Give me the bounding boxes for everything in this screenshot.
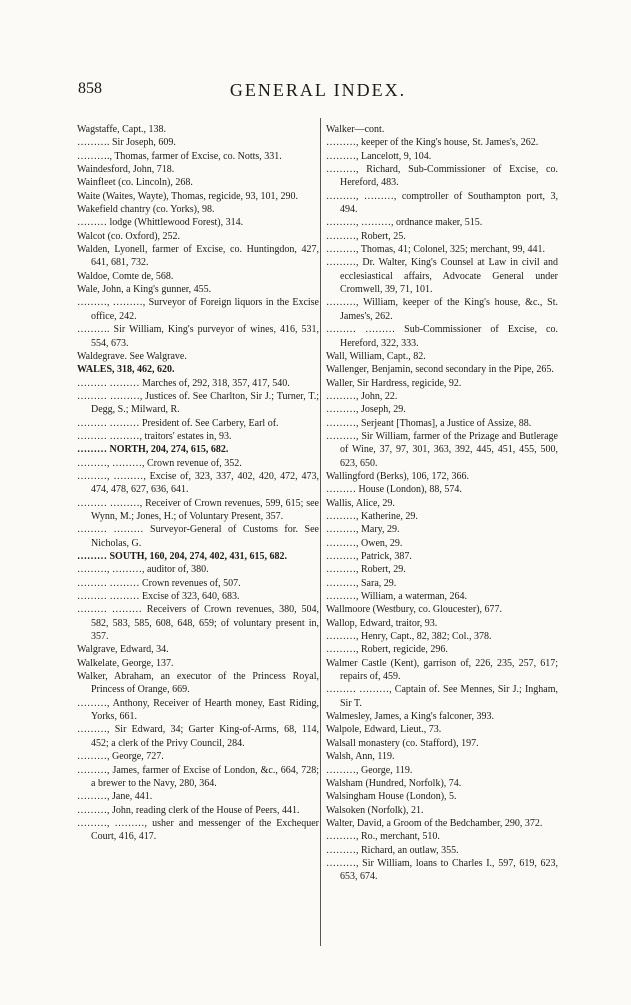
index-entry: Walgrave, Edward, 34. bbox=[77, 644, 169, 656]
index-entry: WALES, 318, 462, 620. bbox=[77, 364, 175, 376]
index-entry: Wallingford (Berks), 106, 172, 366. bbox=[326, 470, 470, 482]
index-column-left bbox=[77, 123, 319, 844]
index-entry: Walmer Castle (Kent), garrison of, 226, 235, 257, 617; repairs of, 459. bbox=[326, 657, 558, 683]
index-entry: Walden, Lyonell, farmer of Excise, co. Huntingdon, 427, 641, 681, 732. bbox=[77, 244, 319, 269]
index-entry: Walker, Abraham, an executor of the Princess Royal, Princess of Orange, 669. bbox=[77, 671, 319, 696]
index-entry: ………, Sara, 29. bbox=[326, 577, 397, 589]
index-entry: Walkelate, George, 137. bbox=[77, 657, 174, 669]
index-entry: ……… lodge (Whittlewood Forest), 314. bbox=[77, 217, 244, 229]
index-entry: ………, Mary, 29. bbox=[326, 524, 400, 536]
index-entry: ………. Sir Joseph, 609. bbox=[77, 137, 176, 149]
index-entry: Wainfleet (co. Lincoln), 268. bbox=[77, 177, 193, 189]
index-entry: ………, William, keeper of the King's house, &c., St. James's, 262. bbox=[326, 297, 558, 322]
page-header bbox=[78, 80, 558, 102]
index-entry: Walsingham House (London), 5. bbox=[326, 791, 457, 803]
index-entry: ………, William, a waterman, 264. bbox=[326, 591, 468, 603]
index-entry: ……… ……… Surveyor-General of Customs for. See Nicholas, G. bbox=[77, 524, 319, 549]
index-entry: ………, Owen, 29. bbox=[326, 537, 403, 549]
index-entry: ………, Richard, Sub-Commissioner of Excise, co. Hereford, 483. bbox=[326, 164, 558, 189]
index-entry: Wall, William, Capt., 82. bbox=[326, 350, 426, 362]
index-entry: Wale, John, a King's gunner, 455. bbox=[77, 284, 212, 296]
index-entry: Walker—cont. bbox=[326, 124, 385, 135]
index-entry: ……… NORTH, 204, 274, 615, 682. bbox=[77, 444, 229, 456]
index-entry: Waindesford, John, 718. bbox=[77, 164, 175, 176]
index-entry: Waldegrave. See Walgrave. bbox=[77, 350, 187, 362]
index-entry: ……… ……… Excise of 323, 640, 683. bbox=[77, 591, 240, 603]
index-entry: Walsh, Ann, 119. bbox=[326, 751, 395, 763]
index-entry: ………, John, reading clerk of the House of Peers, 441. bbox=[77, 804, 300, 816]
index-entry: Wagstaffe, Capt., 138. bbox=[77, 124, 166, 135]
index-entry: ………, ………, Surveyor of Foreign liquors in the Excise office, 242. bbox=[77, 297, 319, 322]
index-entry: Wallis, Alice, 29. bbox=[326, 497, 395, 509]
index-entry: ………, Robert, 25. bbox=[326, 230, 406, 242]
index-entry: ………, Sir Edward, 34; Garter King-of-Arms, 68, 114, 452; a clerk of the Privy Council, 284. bbox=[77, 724, 319, 749]
index-entry: Wakefield chantry (co. Yorks), 98. bbox=[77, 204, 215, 216]
index-entry: ………., Thomas, farmer of Excise, co. Notts, 331. bbox=[77, 150, 282, 162]
index-entry: ………, Dr. Walter, King's Counsel at Law in civil and ecclesiastical affairs, Advocate General under Cromwell, 39, 71, 101. bbox=[326, 257, 558, 296]
index-column-right bbox=[326, 123, 558, 884]
index-entry: ………, ………, usher and messenger of the Exchequer Court, 416, 417. bbox=[77, 817, 319, 843]
index-entry: ………, Sir William, farmer of the Prizage and Butlerage of Wine, 37, 97, 301, 363, 392, 445, 451, 455, 500, 623, 650. bbox=[326, 430, 558, 469]
index-entry: Walpole, Edward, Lieut., 73. bbox=[326, 724, 442, 736]
index-entry: ……… ……… Crown revenues of, 507. bbox=[77, 577, 241, 589]
index-entry: Walsham (Hundred, Norfolk), 74. bbox=[326, 777, 462, 789]
index-entry: ………, ………, comptroller of Southampton port, 3, 494. bbox=[326, 190, 558, 216]
index-entry: ……… ……… Marches of, 292, 318, 357, 417, 540. bbox=[77, 377, 290, 389]
index-entry: ……… ………, traitors' estates in, 93. bbox=[77, 430, 232, 442]
index-entry: ………, George, 119. bbox=[326, 764, 413, 776]
index-entry: ……… ……… Receivers of Crown revenues, 380, 504, 582, 583, 585, 608, 648, 659; of voluntary present in, 357. bbox=[77, 604, 319, 643]
page-number: 858 bbox=[78, 80, 102, 97]
index-entry: Waller, Sir Hardress, regicide, 92. bbox=[326, 377, 462, 389]
index-entry: Walsall monastery (co. Stafford), 197. bbox=[326, 737, 479, 749]
index-entry: ………, James, farmer of Excise of London, &c., 664, 728; a brewer to the Navy, 280, 364. bbox=[77, 764, 319, 789]
index-entry: ………, Jane, 441. bbox=[77, 791, 153, 803]
index-entry: Wallenger, Benjamin, second secondary in the Pipe, 265. bbox=[326, 364, 554, 376]
index-entry: ………, Thomas, 41; Colonel, 325; merchant, 99, 441. bbox=[326, 244, 545, 256]
index-entry: ………, ………, auditor of, 380. bbox=[77, 564, 209, 576]
page-title: GENERAL INDEX. bbox=[229, 80, 407, 100]
index-entry: ………. Sir William, King's purveyor of wines, 416, 531, 554, 673. bbox=[77, 324, 319, 349]
index-entry: ……… ……… President of. See Carbery, Earl of. bbox=[77, 417, 279, 429]
index-entry: Waldoe, Comte de, 568. bbox=[77, 270, 174, 282]
index-entry: ………, Lancelott, 9, 104. bbox=[326, 150, 432, 162]
index-entry: ………, ………, ordnance maker, 515. bbox=[326, 217, 483, 229]
index-entry: Wallop, Edward, traitor, 93. bbox=[326, 617, 438, 629]
index-entry: ………, Patrick, 387. bbox=[326, 551, 412, 562]
index-entry: ………, Robert, 29. bbox=[326, 564, 406, 576]
column-divider bbox=[320, 118, 321, 946]
index-entry: ………, Katherine, 29. bbox=[326, 510, 418, 522]
index-entry: ………, George, 727. bbox=[77, 751, 164, 763]
index-entry: ……… ………, Justices of. See Charlton, Sir J.; Turner, T.; Degg, S.; Milward, R. bbox=[77, 390, 319, 416]
index-entry: ………, Serjeant [Thomas], a Justice of Assize, 88. bbox=[326, 417, 532, 429]
index-entry: ……… ………, Captain of. See Mennes, Sir J.; Ingham, Sir T. bbox=[326, 684, 558, 709]
index-entry: ……… ……… Sub-Commissioner of Excise, co. Hereford, 322, 333. bbox=[326, 324, 558, 349]
index-entry: ………, Anthony, Receiver of Hearth money, East Riding, Yorks, 661. bbox=[77, 697, 319, 723]
index-entry: Walter, David, a Groom of the Bedchamber, 290, 372. bbox=[326, 817, 543, 829]
index-entry: Wallmoore (Westbury, co. Gloucester), 677. bbox=[326, 604, 503, 616]
index-entry: ………, Sir William, loans to Charles I., 597, 619, 623, 653, 674. bbox=[326, 857, 558, 883]
index-entry: ………, Joseph, 29. bbox=[326, 404, 406, 416]
index-entry: ………, ………, Crown revenue of, 352. bbox=[77, 457, 242, 469]
index-entry: Walcot (co. Oxford), 252. bbox=[77, 230, 181, 242]
index-entry: Walmesley, James, a King's falconer, 393. bbox=[326, 711, 494, 723]
index-entry: ………, ………, Excise of, 323, 337, 402, 420, 472, 473, 474, 478, 627, 636, 641. bbox=[77, 470, 319, 496]
index-entry: ……… SOUTH, 160, 204, 274, 402, 431, 615, 682. bbox=[77, 551, 288, 562]
index-entry: ………, Henry, Capt., 82, 382; Col., 378. bbox=[326, 631, 492, 643]
index-entry: ………, Ro., merchant, 510. bbox=[326, 831, 440, 843]
index-entry: ………, Richard, an outlaw, 355. bbox=[326, 844, 459, 856]
index-entry: ……… ………, Receiver of Crown revenues, 599, 615; see Wynn, M.; Jones, H.; of Voluntary Present, 357. bbox=[77, 497, 319, 522]
index-entry: ………, keeper of the King's house, St. James's, 262. bbox=[326, 137, 539, 149]
index-entry: ……… House (London), 88, 574. bbox=[326, 484, 462, 496]
index-entry: Walsoken (Norfolk), 21. bbox=[326, 804, 424, 816]
index-entry: ………, Robert, regicide, 296. bbox=[326, 644, 448, 656]
index-entry: ………, John, 22. bbox=[326, 390, 398, 402]
index-entry: Waite (Waites, Wayte), Thomas, regicide, 93, 101, 290. bbox=[77, 190, 299, 202]
